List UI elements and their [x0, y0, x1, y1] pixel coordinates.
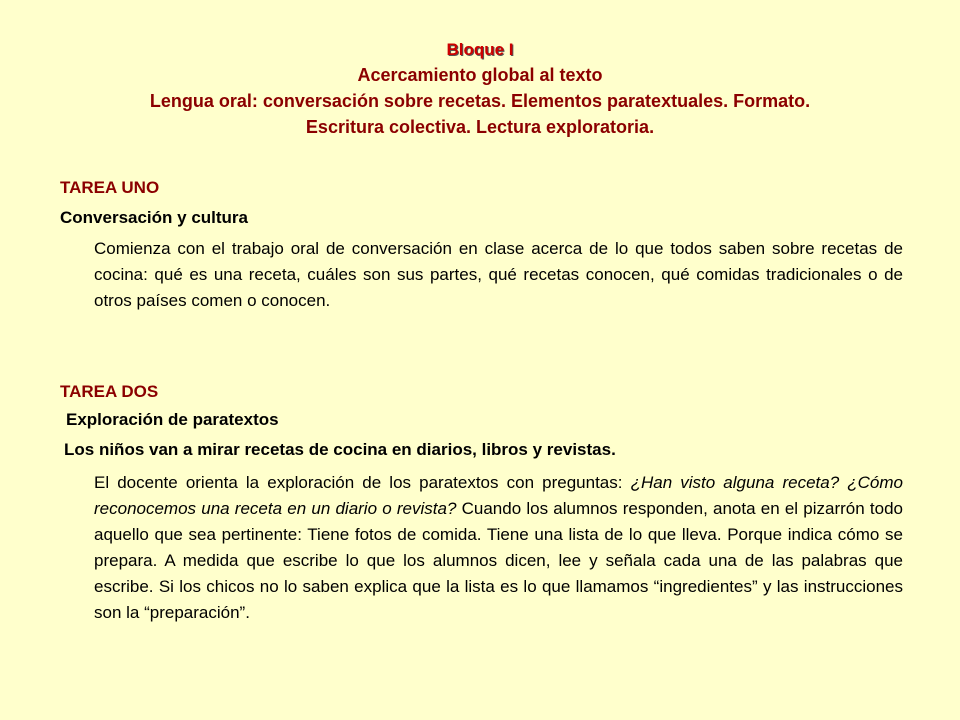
tarea-uno-subtitle: Conversación y cultura [60, 208, 249, 227]
tarea-dos-paragraph [94, 470, 903, 626]
tarea-dos-label: TAREA DOS [60, 382, 159, 401]
block-header [0, 38, 960, 140]
tarea-uno-paragraph: Comienza con el trabajo oral de conversación en clase acerca de lo que todos saben sobre recetas de cocina: qué es una receta, cuáles son sus partes, qué recetas conocen, qué comidas tradicionales o de otros países comen o conocen. [94, 239, 903, 310]
tarea-dos-paragraph-intro: El docente orienta la exploración de los paratextos con preguntas: [94, 473, 631, 492]
tarea-dos-statement: Los niños van a mirar recetas de cocina en diarios, libros y revistas. [64, 440, 616, 459]
tarea-dos-subtitle: Exploración de paratextos [66, 410, 279, 429]
tarea-dos-questions: ¿Han visto alguna receta? ¿Cómo reconocemos una receta en un diario o revista? [94, 473, 904, 518]
tarea-dos-paragraph-body: Cuando los alumnos responden, anota en el pizarrón todo aquello que sea pertinente: Tiene fotos de comida. Tiene una lista de lo que lleva. Porque indica cómo se prepara. A medida que escribe lo que los alumnos dicen, lee y señala cada una de las palabras que escribe. Si los chicos no lo saben explica que la lista es lo que llamamos “ingredientes” y las instrucciones son la “preparación”. [94, 499, 903, 622]
bloque-title: Bloque I [446, 40, 514, 59]
tarea-uno-label: TAREA UNO [60, 178, 160, 197]
header-topics-line-1: Lengua oral: conversación sobre recetas. Elementos paratextuales. Formato. [149, 91, 811, 111]
header-subtitle: Acercamiento global al texto [357, 65, 603, 85]
header-topics-line-2: Escritura colectiva. Lectura exploratoria. [305, 117, 655, 137]
